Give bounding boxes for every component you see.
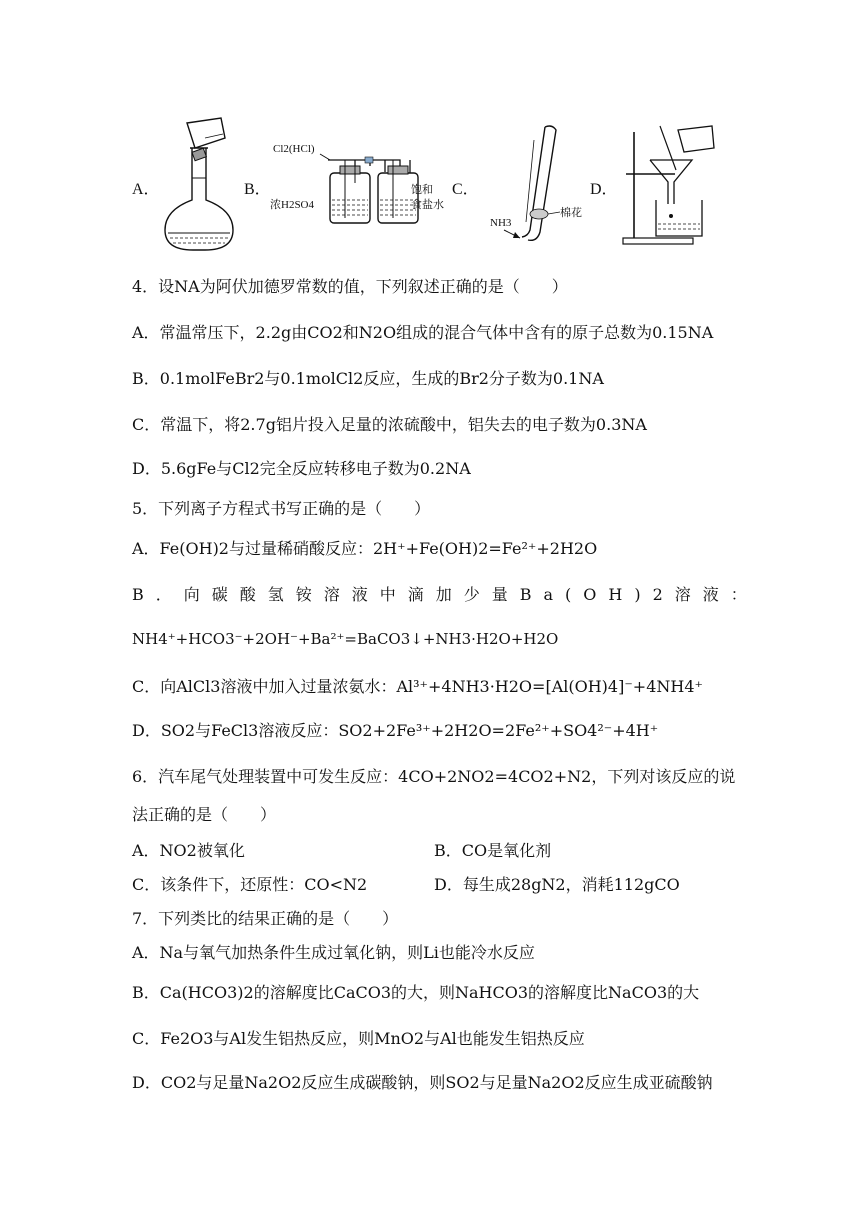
q6-stem-line2: 法正确的是（ ） (132, 805, 277, 824)
q7-stem: 7．下列类比的结果正确的是（ ） (132, 909, 399, 928)
cotton-label: 棉花 (560, 207, 582, 219)
q7-option-b: B．Ca(HCO3)2的溶解度比CaCO3的大，则NaHCO3的溶解度比NaCO3的大 (132, 983, 700, 1002)
q6-option-c: C．该条件下，还原性：CO<N2 (132, 875, 368, 894)
figure-c-label: C． (452, 181, 479, 198)
q5-option-d: D．SO2与FeCl3溶液反应：SO2+2Fe³⁺+2H2O=2Fe²⁺+SO4²⁻+4H⁺ (132, 721, 659, 740)
figure-b-label: B． (244, 181, 271, 198)
q7-option-d: D．CO2与足量Na2O2反应生成碳酸钠，则SO2与足量Na2O2反应生成亚硫酸钠 (132, 1073, 713, 1092)
q4-option-a: A．常温常压下，2.2g由CO2和N2O组成的混合气体中含有的原子总数为0.15NA (132, 323, 714, 342)
q5-stem: 5．下列离子方程式书写正确的是（ ） (132, 499, 431, 518)
q4-option-b: B．0.1molFeBr2与0.1molCl2反应，生成的Br2分子数为0.1NA (132, 369, 604, 388)
q4-stem: 4．设NA为阿伏加德罗常数的值，下列叙述正确的是（ ） (132, 277, 568, 296)
filtration-figure (620, 122, 720, 248)
gas-washing-bottles-figure (270, 138, 444, 230)
q6-stem-line1: 6．汽车尾气处理装置中可发生反应：4CO+2NO2=4CO2+N2，下列对该反应的说 (132, 767, 736, 786)
q6-option-d: D．每生成28gN2，消耗112gCO (434, 875, 680, 894)
q4-option-c: C．常温下，将2.7g铝片投入足量的浓硫酸中，铝失去的电子数为0.3NA (132, 415, 647, 434)
bottle-label-left: 浓H2SO4 (270, 199, 315, 211)
ammonia-tube-figure (482, 122, 587, 247)
q6-option-b: B．CO是氧化剂 (434, 841, 552, 860)
nh3-label: NH3 (490, 217, 512, 229)
gas-label-b: Cl2(HCl) (273, 143, 315, 155)
figure-d-label: D． (590, 181, 618, 198)
q5-option-a: A．Fe(OH)2与过量稀硝酸反应：2H⁺+Fe(OH)2=Fe²⁺+2H2O (132, 539, 598, 558)
figure-a-label: A． (132, 181, 160, 198)
q5-option-b-line1: B．向碳酸氢铵溶液中滴加少量Ba(OH)2溶液： (132, 585, 759, 604)
q4-option-d: D．5.6gFe与Cl2完全反应转移电子数为0.2NA (132, 459, 471, 478)
volumetric-flask-figure (155, 118, 240, 258)
q7-option-c: C．Fe2O3与Al发生铝热反应，则MnO2与Al也能发生铝热反应 (132, 1029, 585, 1048)
q7-option-a: A．Na与氧气加热条件生成过氧化钠，则Li也能冷水反应 (132, 943, 535, 962)
bottle-label-right-1: 饱和 (411, 184, 433, 196)
q5-option-b-line2: NH4⁺+HCO3⁻+2OH⁻+Ba²⁺=BaCO3↓+NH3·H2O+H2O (132, 630, 559, 648)
q6-option-a: A．NO2被氧化 (132, 841, 245, 860)
q5-option-c: C．向AlCl3溶液中加入过量浓氨水：Al³⁺+4NH3·H2O=[Al(OH)4]⁻+4NH4⁺ (132, 677, 703, 696)
bottle-label-right-2: 食盐水 (411, 199, 444, 211)
